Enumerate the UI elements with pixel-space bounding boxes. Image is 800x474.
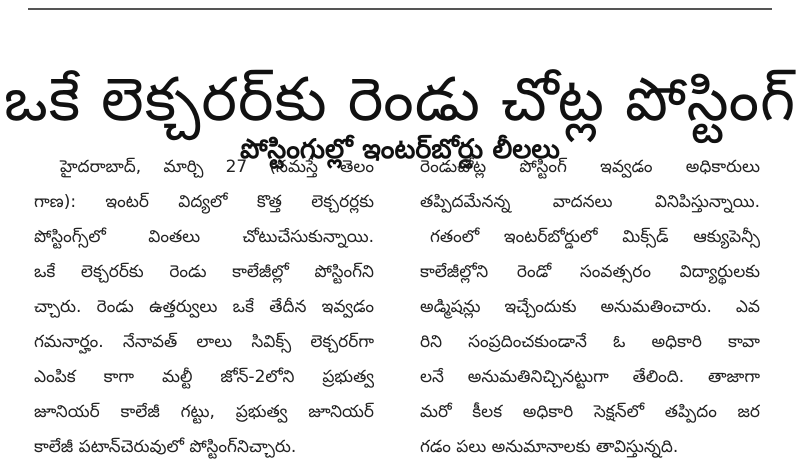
body-line: ఒకే లెక్చరర్‌కు రెండు కాలేజీల్లో పోస్టింగ్‌ని <box>34 262 374 282</box>
body-line: లనే అనుమతినిచ్చినట్టుగా తేలింది. తాజాగా <box>420 367 760 387</box>
body-line: గమనార్హం. నేనావత్ లాలు సివిక్స్ లెక్చరర్‌గా <box>34 332 374 352</box>
body-line: కాలేజీ పటాన్‌చెరువులో పోస్టింగ్‌నిచ్చారు. <box>34 437 297 457</box>
body-line: తప్పిదమేనన్న వాదనలు వినిపిస్తున్నాయి. <box>420 192 760 212</box>
top-rule <box>28 8 772 10</box>
body-line: జూనియర్ కాలేజీ గట్టు, ప్రభుత్వ జూనియర్ <box>34 402 374 422</box>
body-line: గతంలో ఇంటర్‌బోర్డులో మిక్స్‌డ్ ఆక్యుపెన్సీ <box>430 227 760 247</box>
body-line: హైదరాబాద్, మార్చి 27 (నమస్తే తెలం <box>60 157 374 177</box>
body-line: గాణ): ఇంటర్ విద్యలో కొత్త లెక్చరర్లకు <box>34 192 374 212</box>
body-line: రెండుచోట్ల పోస్టింగ్ ఇవ్వడం అధికారులు <box>420 157 760 177</box>
body-line: మరో కీలక అధికారి సెక్షన్‌లో తప్పిదం జర <box>420 402 760 422</box>
body-line: పోస్టింగ్స్‌లో వింతలు చోటుచేసుకున్నాయి. <box>34 227 374 247</box>
article-column-left <box>34 150 374 465</box>
body-line: కాలేజీల్లోని రెండో సంవత్సరం విద్యార్థులకు <box>420 262 760 282</box>
article-column-right <box>420 150 760 465</box>
body-line: అడ్మిషన్లు ఇచ్చేందుకు అనుమతించారు. ఎవ <box>420 297 760 317</box>
body-line: రిని సంప్రదించకుండానే ఓ అధికారి కావా <box>420 332 760 352</box>
body-line: గడం పలు అనుమానాలకు తావిస్తున్నది. <box>420 437 679 457</box>
body-line: ఎంపిక కాగా మల్టీ జోన్-2లోని ప్రభుత్వ <box>34 367 374 387</box>
body-line: చ్చారు. రెండు ఉత్తర్వులు ఒకే తేదీన ఇవ్వడం <box>34 297 374 317</box>
subheadline: పోస్టింగుల్లో ఇంటర్‌బోర్డు లీలలు <box>240 134 560 166</box>
headline: ఒకే లెక్చరర్‌కు రెండు చోట్ల పోస్టింగ్ <box>3 65 797 136</box>
